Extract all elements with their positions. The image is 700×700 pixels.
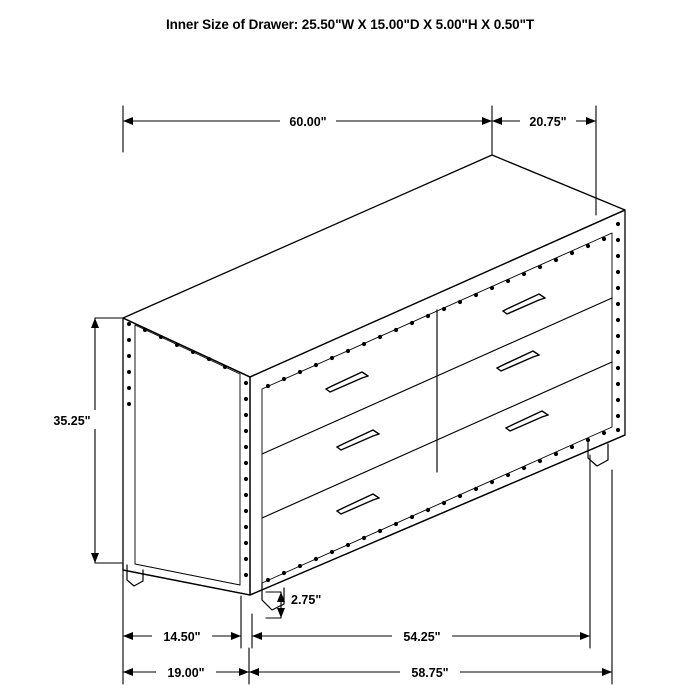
nailhead-studs-corner [244, 381, 248, 577]
foot-right-front [588, 441, 608, 466]
dim-height [91, 318, 122, 563]
label-foot-height: 2.75" [291, 593, 322, 607]
dresser-left-side [123, 318, 250, 595]
dim-row-1 [123, 455, 590, 648]
drawer-grid [262, 298, 612, 518]
label-side-total: 19.00" [167, 666, 205, 680]
nailhead-studs-front-top [266, 237, 606, 388]
nailhead-trim-left [135, 325, 240, 585]
label-height: 35.25" [53, 414, 91, 428]
label-front-panel: 54.25" [403, 630, 441, 644]
nailhead-studs-front-bottom [266, 431, 606, 582]
dimension-labels [48, 111, 576, 681]
page-title: Inner Size of Drawer: 25.50"W X 15.00"D X 5.00"H X 0.50"T [165, 17, 535, 32]
label-top-depth: 20.75" [529, 115, 567, 129]
dresser-bottom-edges [123, 435, 625, 595]
dresser-top-surface [123, 155, 625, 377]
label-top-width: 60.00" [289, 115, 327, 129]
nailhead-studs-left-edge [127, 322, 131, 406]
nailhead-studs-right-edge [616, 222, 620, 432]
label-front-total: 58.75" [411, 666, 449, 680]
label-side-base: 14.50" [163, 630, 201, 644]
foot-left-rear [127, 565, 143, 586]
